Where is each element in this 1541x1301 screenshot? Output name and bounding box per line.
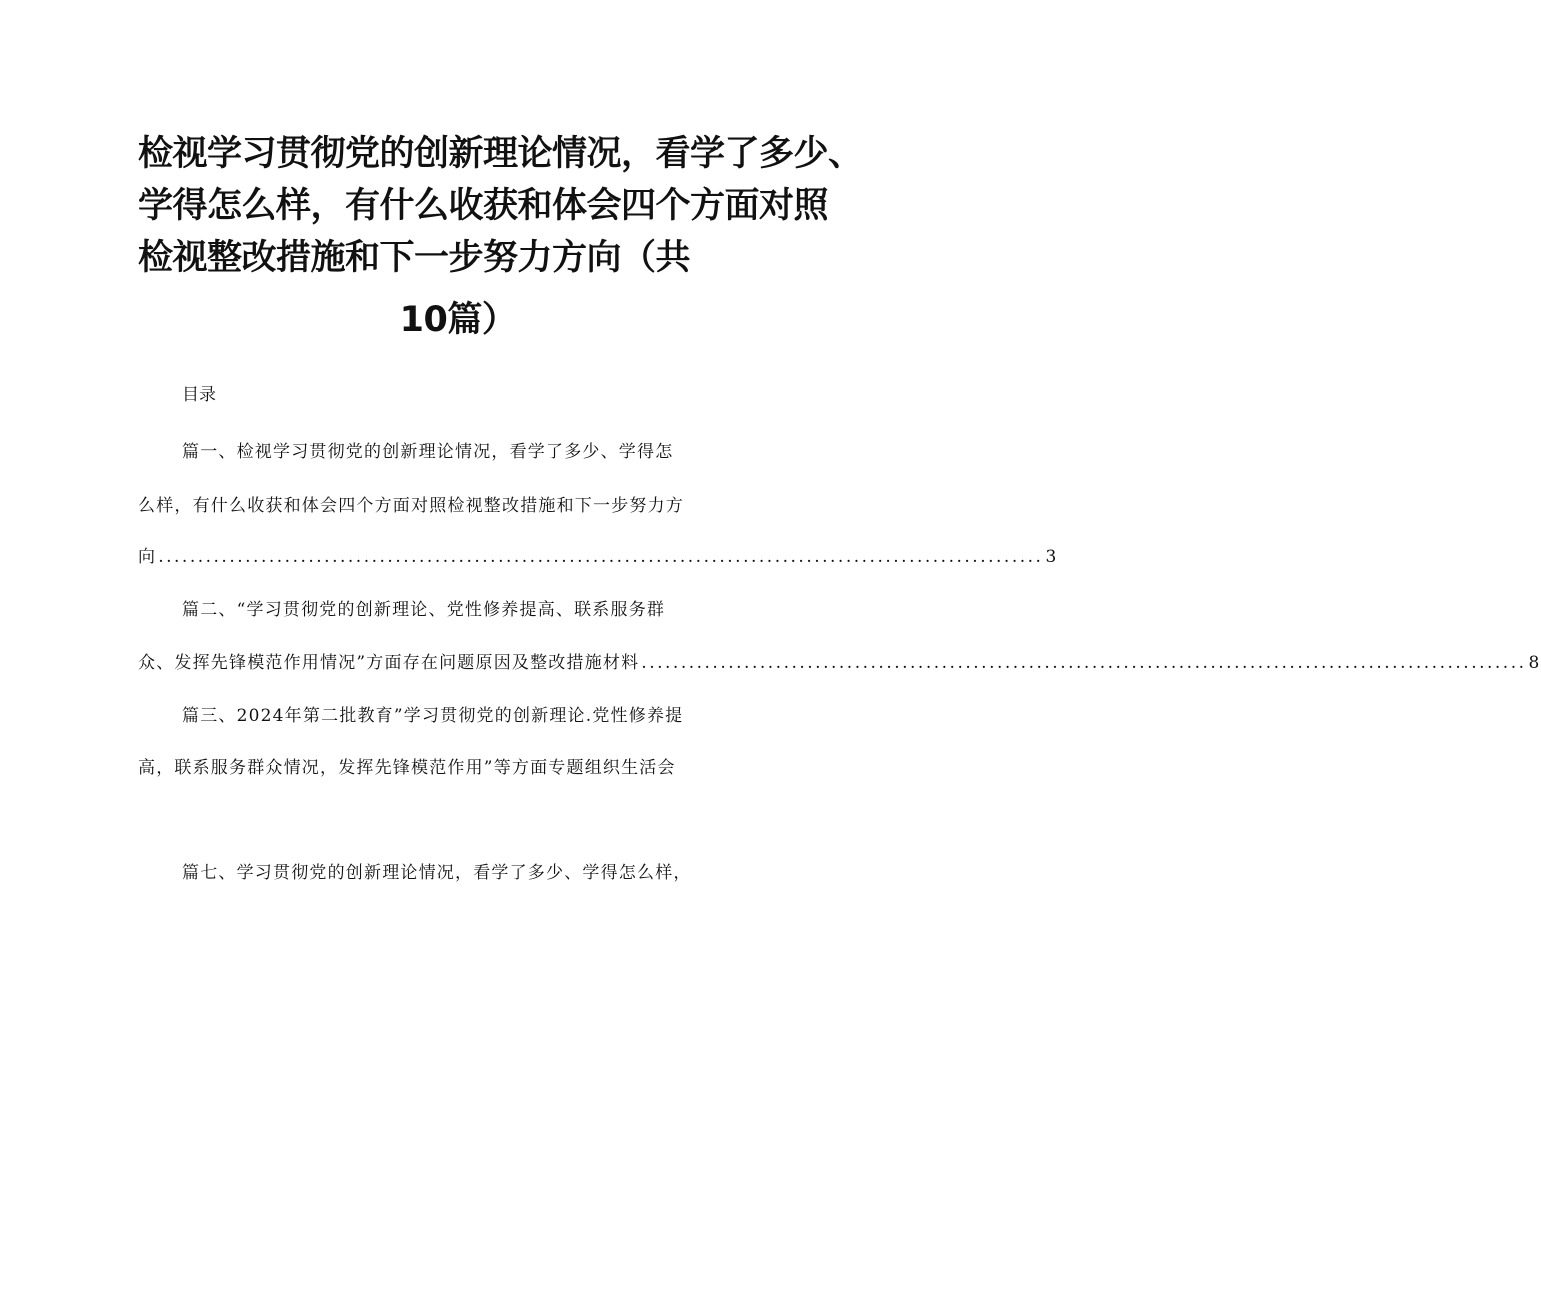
title-line-4: 10篇） [399, 300, 517, 340]
toc-dot-leader: ................................................................................................................ [158, 547, 1044, 567]
document-title [138, 128, 863, 346]
toc-entry-1-line-3: 向 [138, 547, 157, 567]
toc-entry-1-line-1: 篇一、检视学习贯彻党的创新理论情况，看学了多少、学得怎 [182, 442, 674, 462]
toc-heading: 目录 [182, 385, 216, 405]
toc-entry-3-line-1: 篇三、2024年第二批教育”学习贯彻党的创新理论.党性修养提 [182, 706, 684, 726]
title-line-2: 学得怎么样，有什么收获和体会四个方面对照 [138, 186, 829, 226]
toc-entry-1-page: 3 [1045, 547, 1058, 567]
title-line-3: 检视整改措施和下一步努力方向（共 [138, 238, 691, 278]
title-line-1: 检视学习贯彻党的创新理论情况，看学了多少、 [138, 134, 863, 174]
toc-entry-2-page: 8 [1528, 653, 1541, 673]
toc-entry-3-line-2: 高，联系服务群众情况，发挥先锋模范作用”等方面专题组织生活会 [138, 758, 676, 778]
toc-entry-2-line-1: 篇二、“学习贯彻党的创新理论、党性修养提高、联系服务群 [182, 600, 666, 620]
toc-entry-1-leader[interactable] [138, 542, 1058, 567]
toc-entry-2-leader[interactable] [138, 648, 1541, 673]
toc-dot-leader: ................................................................................................................ [641, 653, 1527, 673]
toc-entry-4-line-1: 篇七、学习贯彻党的创新理论情况，看学了多少、学得怎么样， [182, 863, 692, 883]
toc-entry-2-line-2: 众、发挥先锋模范作用情况”方面存在问题原因及整改措施材料 [138, 653, 640, 673]
toc-entry-1-line-2: 么样，有什么收获和体会四个方面对照检视整改措施和下一步努力方 [138, 496, 684, 516]
